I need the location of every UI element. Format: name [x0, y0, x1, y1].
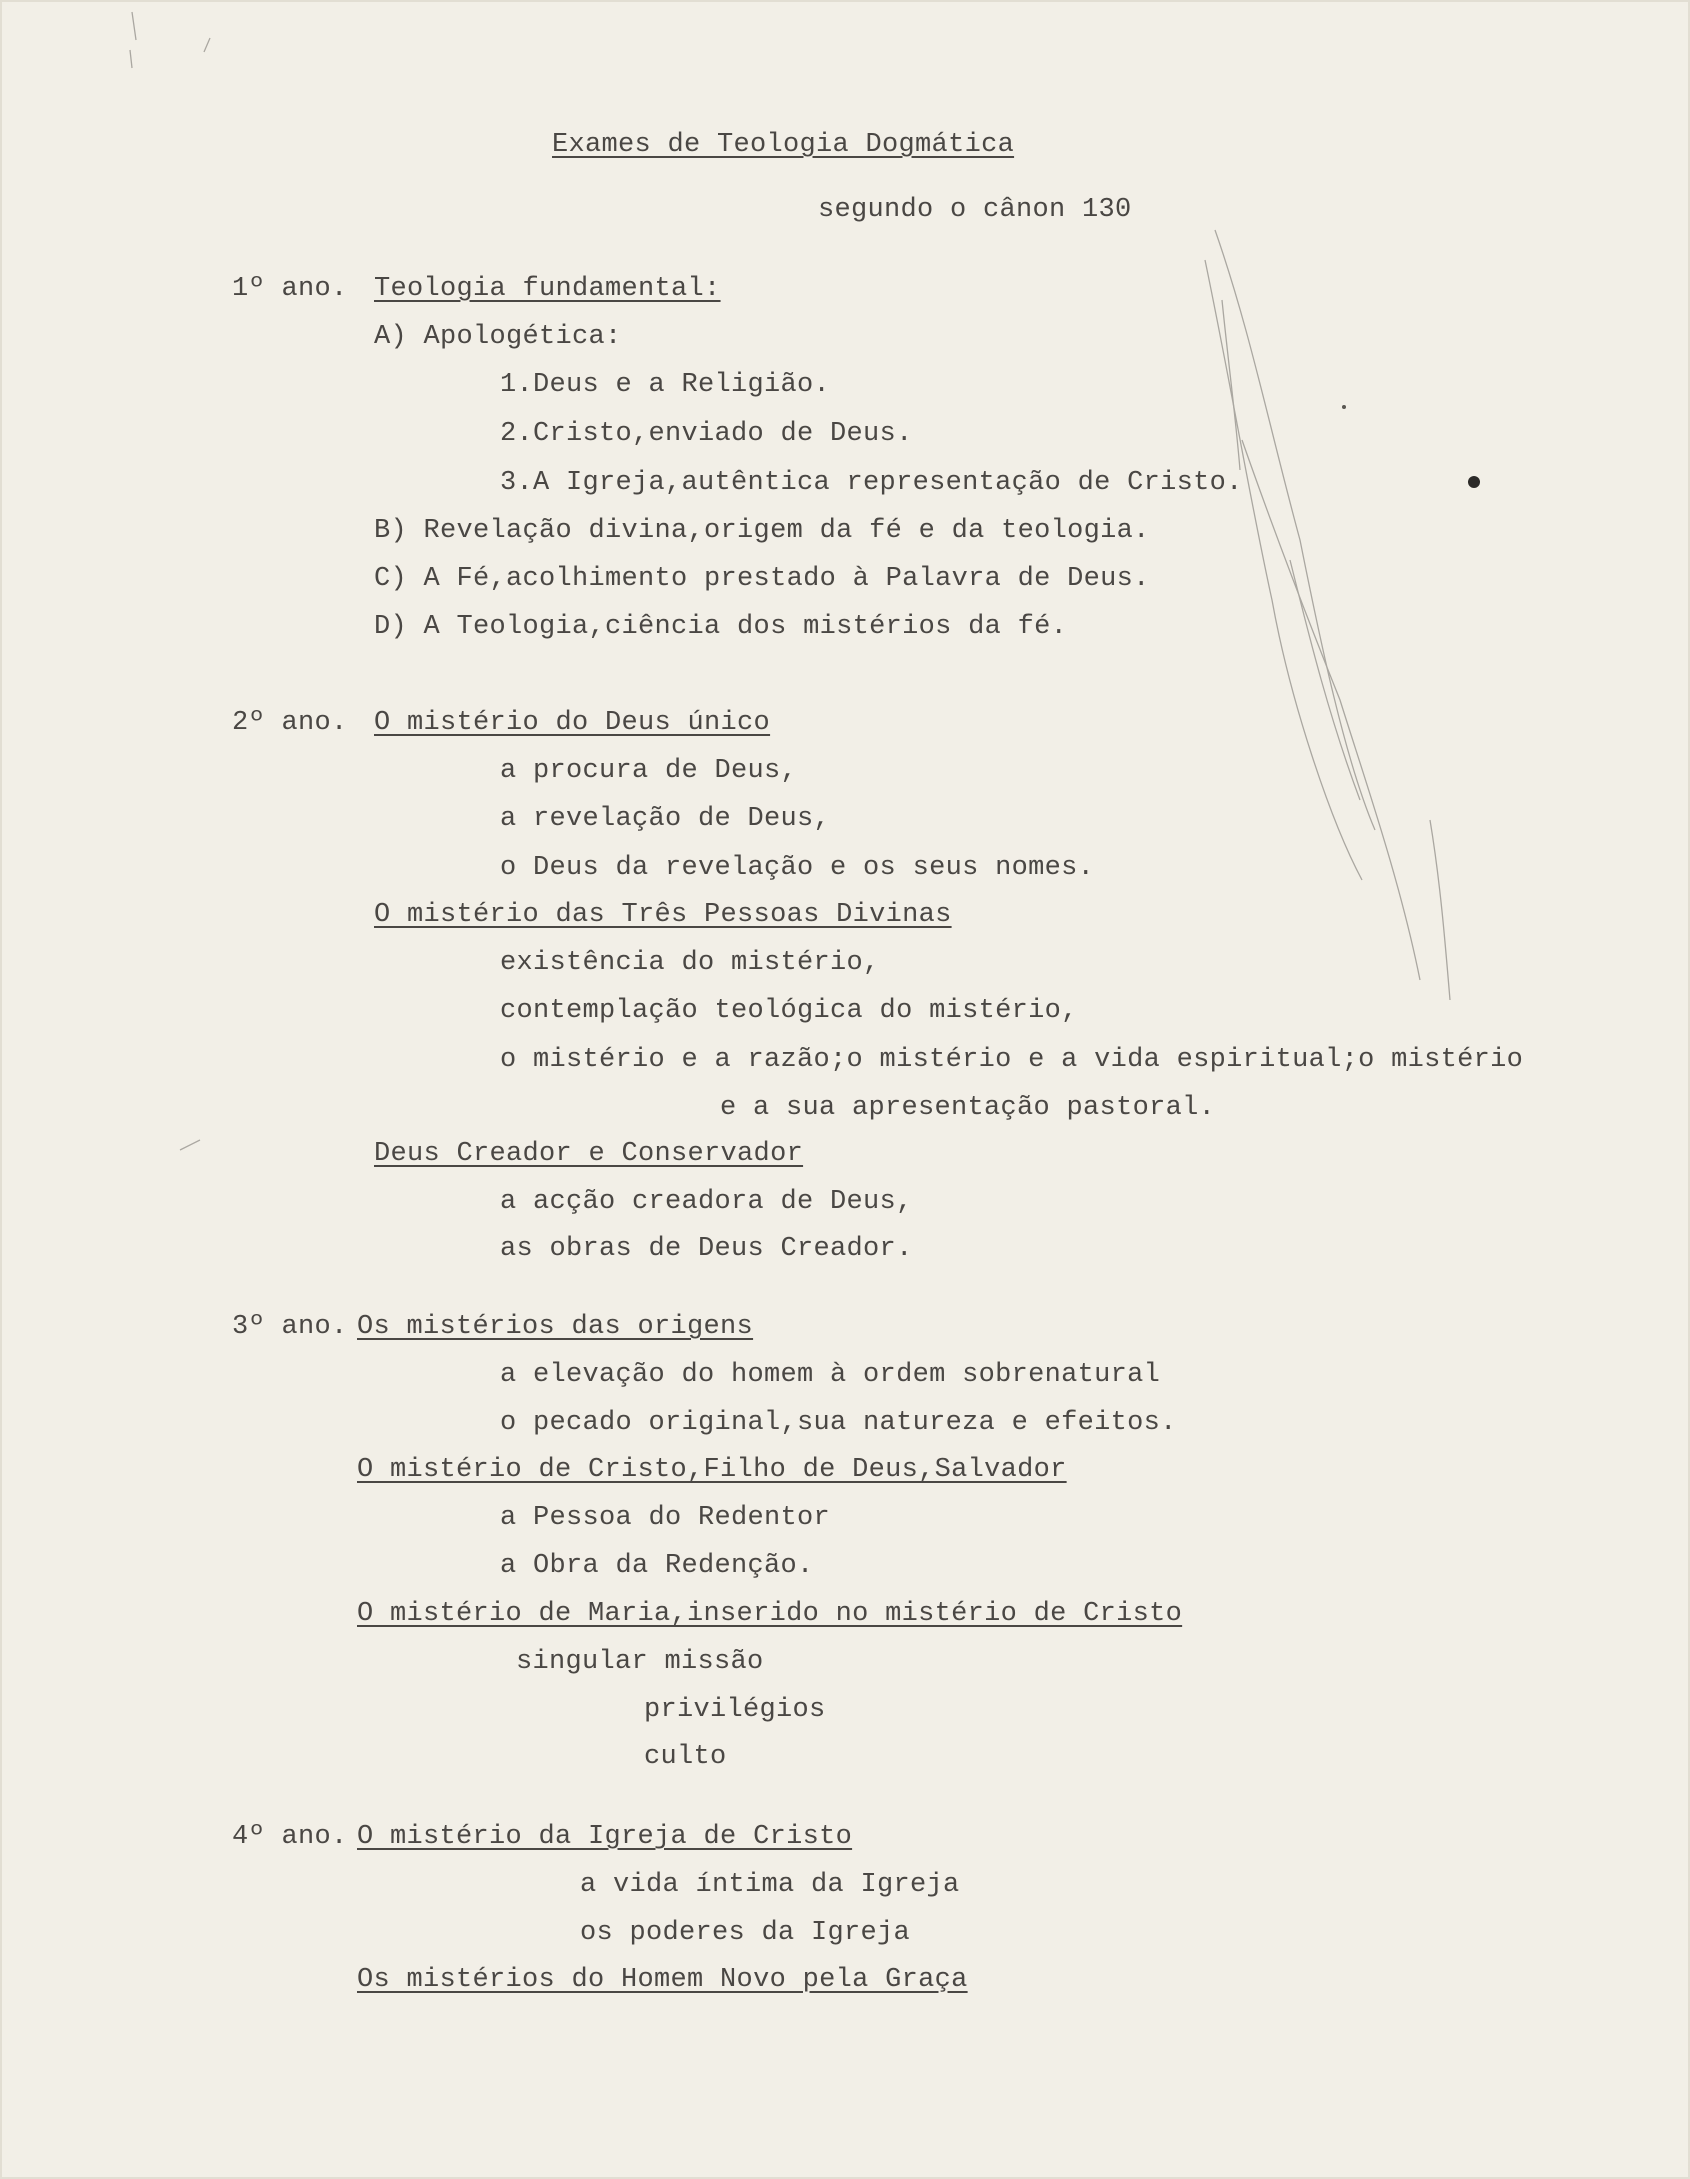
- list-item: as obras de Deus Creador.: [500, 1234, 913, 1264]
- year-label-1: 1º ano.: [232, 274, 348, 304]
- document-title: Exames de Teologia Dogmática: [552, 130, 1015, 160]
- list-item: o Deus da revelação e os seus nomes.: [500, 853, 1095, 883]
- list-item: a acção creadora de Deus,: [500, 1187, 913, 1217]
- document-subtitle: segundo o cânon 130: [818, 195, 1132, 225]
- list-item: a Pessoa do Redentor: [500, 1503, 831, 1533]
- list-item: o pecado original,sua natureza e efeitos.: [500, 1408, 1177, 1438]
- section-heading: O mistério das Três Pessoas Divinas: [374, 900, 952, 930]
- list-item: B) Revelação divina,origem da fé e da teologia.: [374, 516, 1150, 546]
- section-heading: Os mistérios do Homem Novo pela Graça: [357, 1965, 968, 1995]
- year-label-4: 4º ano.: [232, 1822, 348, 1852]
- list-item: a revelação de Deus,: [500, 804, 831, 834]
- list-item: a Obra da Redenção.: [500, 1551, 814, 1581]
- list-item: a elevação do homem à ordem sobrenatural: [500, 1360, 1161, 1390]
- list-item: C) A Fé,acolhimento prestado à Palavra de Deus.: [374, 564, 1150, 594]
- list-item: 1.Deus e a Religião.: [500, 370, 831, 400]
- section-heading: O mistério da Igreja de Cristo: [357, 1822, 853, 1852]
- list-item: existência do mistério,: [500, 948, 880, 978]
- year-label-2: 2º ano.: [232, 708, 348, 738]
- list-item: os poderes da Igreja: [580, 1918, 911, 1948]
- section-heading: Os mistérios das origens: [357, 1312, 754, 1342]
- list-item: 3.A Igreja,autêntica representação de Cristo.: [500, 468, 1243, 498]
- list-item: o mistério e a razão;o mistério e a vida espiritual;o mistério: [500, 1045, 1524, 1075]
- section-heading: O mistério de Cristo,Filho de Deus,Salvador: [357, 1455, 1067, 1485]
- list-item: contemplação teológica do mistério,: [500, 996, 1078, 1026]
- list-item: e a sua apresentação pastoral.: [720, 1093, 1216, 1123]
- section-heading: Teologia fundamental:: [374, 274, 721, 304]
- list-item: 2.Cristo,enviado de Deus.: [500, 419, 913, 449]
- section-heading: O mistério de Maria,inserido no mistério de Cristo: [357, 1599, 1183, 1629]
- list-item: singular missão: [516, 1647, 764, 1677]
- list-item: D) A Teologia,ciência dos mistérios da fé.: [374, 612, 1068, 642]
- section-heading: O mistério do Deus único: [374, 708, 771, 738]
- list-item: a procura de Deus,: [500, 756, 798, 786]
- list-item: culto: [644, 1742, 727, 1772]
- section-heading: Deus Creador e Conservador: [374, 1139, 804, 1169]
- list-item: privilégios: [644, 1695, 826, 1725]
- subsection-heading: A) Apologética:: [374, 322, 622, 352]
- list-item: a vida íntima da Igreja: [580, 1870, 960, 1900]
- year-label-3: 3º ano.: [232, 1312, 348, 1342]
